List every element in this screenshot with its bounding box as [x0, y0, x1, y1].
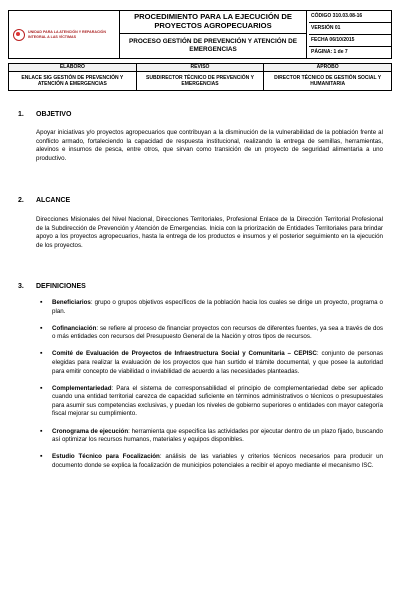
- document-header: [8, 10, 392, 59]
- agency-logo: [9, 15, 119, 55]
- logo-cell: [9, 11, 120, 59]
- section-number: 2.: [18, 197, 24, 204]
- definition-item: [36, 350, 383, 376]
- section-title: OBJETIVO: [36, 111, 72, 118]
- definition-term: Complementariedad: [52, 384, 112, 392]
- sig-value-reviso: SUBDIRECTOR TÉCNICO DE PREVENCIÓN Y EMERGENCIAS: [136, 72, 264, 91]
- sig-label-aprobo: APROBÓ: [264, 64, 392, 72]
- section-number: 1.: [18, 111, 24, 118]
- sig-value-aprobo: DIRECTOR TÉCNICO DE GESTIÓN SOCIAL Y HUMANITARIA: [264, 72, 392, 91]
- section-heading-objetivo: [18, 111, 71, 118]
- sig-label-reviso: REVISÓ: [136, 64, 264, 72]
- definition-text: : se refiere al proceso de financiar proyectos con recursos de diferentes fuentes, ya sea a través de dos o más entidades con recursos del Presupuesto General de la Nación y otros tipos de recursos.: [52, 324, 383, 341]
- page-field: PÁGINA: 1 de 7: [311, 49, 348, 55]
- definition-term: Cronograma de ejecución: [52, 427, 129, 435]
- definition-term: Cofinanciación: [52, 324, 97, 332]
- definition-term: Comité de Evaluación de Proyectos de Infraestructura Social y Comunitaria – CEPISC: [52, 350, 317, 358]
- document-title: PROCEDIMIENTO PARA LA EJECUCIÓN DE PROYECTOS AGROPECUARIOS: [120, 11, 307, 34]
- meta-cell: [307, 11, 392, 59]
- definition-item: [36, 428, 383, 445]
- definition-text: : grupo o grupos objetivos específicos de la población hacia los cuales se dirige un proyecto, programa o plan.: [52, 299, 383, 315]
- definition-text: : conjunto de personas elegidas para realizar la evaluación de los proyectos que han surtido el trámite documental, y que posee la autoridad para emitir concepto de viabilidad o inviabilidad de acuerdo a las necesidades planteadas.: [52, 350, 383, 375]
- definition-text: : Para el sistema de corresponsabilidad el principio de complementariedad debe ser aplicado cuando una entidad territorial carezca de capacidad suficiente en términos administrativos o técnicos o presupuestales para asumir sus competencias exclusivas, y puedan los niveles de gobierno superiores o entidades con mayor categoría fiscal mejorar su cumplimiento.: [52, 384, 383, 418]
- definition-item: [36, 385, 383, 419]
- definition-item: [36, 325, 383, 342]
- definition-term: Beneficiarios: [52, 299, 91, 306]
- signature-table: [8, 63, 392, 91]
- definition-item: [36, 299, 383, 316]
- version-field: VERSIÓN 01: [309, 23, 391, 35]
- logo-text: UNIDAD PARA LA ATENCIÓN Y REPARACIÓN INTEGRAL A LAS VÍCTIMAS: [28, 30, 106, 39]
- section-number: 3.: [18, 283, 24, 290]
- section-heading-definiciones: [18, 283, 86, 290]
- definition-text: : análisis de las variables y criterios técnicos necesarios para producir un documento donde se explica la focalización de municipios potenciales a recibir el apoyo mediante el mecanismo ISC.: [52, 453, 383, 469]
- definition-item: [36, 453, 383, 470]
- definition-term: Estudio Técnico para Focalización: [52, 453, 160, 461]
- process-name: PROCESO GESTIÓN DE PREVENCIÓN Y ATENCIÓN DE EMERGENCIAS: [120, 33, 307, 58]
- sig-label-elaboro: ELABORÓ: [9, 64, 137, 72]
- date-field: FECHA 06/10/2015: [309, 35, 391, 47]
- section-text-alcance: Direcciones Misionales del Nivel Nacional, Direcciones Territoriales, Profesional Enlace de la Dirección Territorial Profesional de la Subdirección de Prevención y Atención de Emergencias. Inicia con la priorización de Entidades Territoriales para brindar apoyo a los proyectos agropecuarios, hasta la entrega de los productos e insumos y el posterior seguimiento en la ejecución de los proyectos.: [36, 216, 383, 250]
- section-heading-alcance: [18, 197, 70, 204]
- code-field: CÓDIGO 310.03.08-16: [309, 11, 391, 23]
- section-title: DEFINICIONES: [36, 283, 86, 290]
- definition-text: : herramienta que especifica las actividades por ejecutar dentro de un plazo fijado, buscando así optimizar los recursos humanos, materiales y equipos disponibles.: [52, 427, 383, 444]
- definitions-list: [36, 299, 383, 479]
- seal-icon: [13, 29, 25, 41]
- section-text-objetivo: Apoyar iniciativas y/o proyectos agropecuarios que contribuyan a la disminución de la vulnerabilidad de la población frente al conflicto armado, fortaleciendo la capacidad de respuesta institucional, realizando la entrega de semillas, herramientas, alevinos e insumos de pesca, entre otros, que sirvan como transición de un proyecto de seguridad alimentaria a uno productivo.: [36, 129, 383, 163]
- section-title: ALCANCE: [36, 197, 71, 204]
- sig-value-elaboro: ENLACE SIG GESTIÓN DE PREVENCIÓN Y ATENCIÓN A EMERGENCIAS: [9, 72, 137, 91]
